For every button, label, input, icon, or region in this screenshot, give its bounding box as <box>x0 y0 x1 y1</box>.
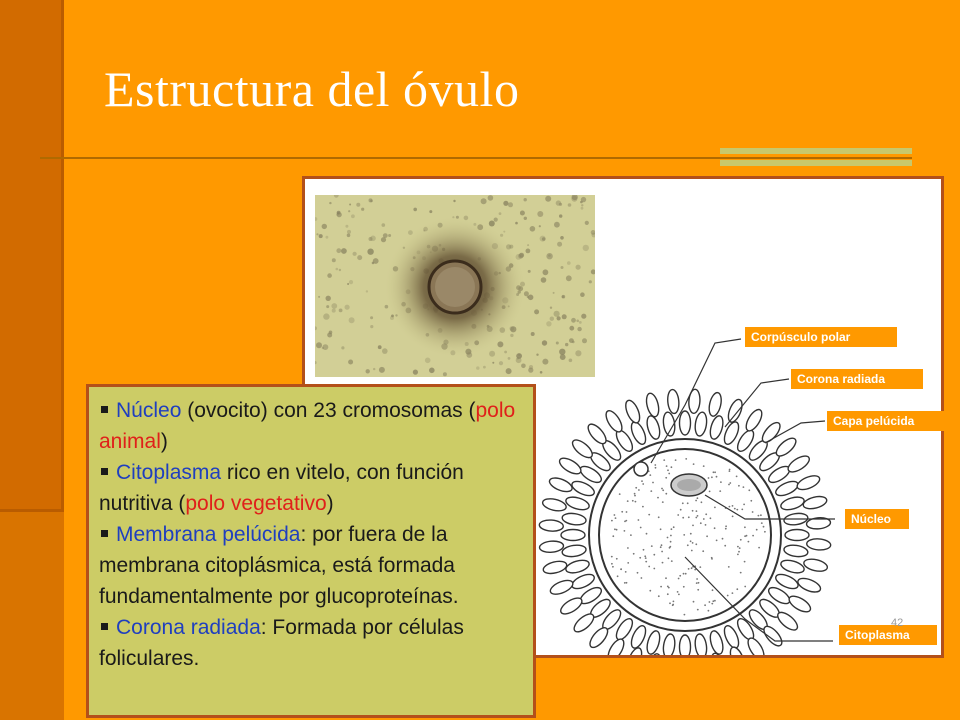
follicular-cell <box>680 411 691 435</box>
follicular-cell <box>688 389 701 414</box>
follicular-cell <box>557 455 583 477</box>
follicular-cell <box>587 625 611 650</box>
follicular-cell <box>707 391 723 417</box>
follicular-cell <box>775 609 800 633</box>
accent-bar <box>720 160 912 166</box>
bullet-text: ) <box>326 492 334 515</box>
follicular-cell <box>802 494 828 510</box>
follicular-cell <box>787 593 813 615</box>
bullet-square-icon <box>101 468 108 475</box>
bullet-item <box>99 395 523 457</box>
follicular-cell <box>761 623 785 648</box>
bullet-item <box>99 457 523 519</box>
follicular-cell <box>561 512 586 526</box>
follicular-cell <box>667 389 680 414</box>
bullet-text: : Formada por células foliculares. <box>99 616 464 670</box>
follicular-cell <box>541 497 567 513</box>
follicular-cell <box>786 453 812 475</box>
bullet-square-icon <box>101 530 108 537</box>
bullet-term: Corona radiada <box>116 616 261 639</box>
label-citoplasma: Citoplasma <box>839 625 937 645</box>
follicular-cell <box>539 540 564 553</box>
follicular-cell <box>785 530 809 541</box>
follicular-cell <box>605 637 627 655</box>
label-corpusculo-polar: Corpúsculo polar <box>745 327 897 347</box>
follicular-cell <box>558 595 584 617</box>
bullet-term: Membrana pelúcida <box>116 523 301 546</box>
follicular-cell <box>662 633 676 655</box>
follicular-cell <box>564 495 590 512</box>
bullet-text: rico en vitelo, con función nutritiva ( <box>99 461 464 515</box>
bullet-text: ) <box>160 430 168 453</box>
follicular-cell <box>694 633 708 655</box>
follicular-cell <box>539 519 564 532</box>
bullet-item <box>99 612 523 674</box>
follicular-cell <box>542 559 568 575</box>
follicular-cell <box>759 420 783 445</box>
label-corona-radiada: Corona radiada <box>791 369 923 389</box>
follicular-cell <box>743 407 765 433</box>
follicular-cell <box>603 408 625 434</box>
accent-bar <box>720 148 912 154</box>
follicular-cell <box>726 398 745 424</box>
bullet-text: : por fuera de la membrana citoplásmica, está formada fundamentalmente por glucoproteínas. <box>99 523 459 608</box>
title-divider <box>40 157 912 159</box>
page-number: 42 <box>891 617 904 629</box>
bullet-item <box>99 519 523 612</box>
bullet-term: Núcleo <box>116 399 182 422</box>
bullet-highlight: polo animal <box>99 399 516 453</box>
follicular-cell <box>806 538 831 551</box>
follicular-cell <box>796 576 822 595</box>
left-band-top <box>0 0 64 512</box>
follicular-cell <box>779 558 805 575</box>
follicular-cell <box>645 629 662 655</box>
follicular-cell <box>571 611 596 635</box>
follicular-cell <box>564 558 590 575</box>
slide-title: Estructura del óvulo <box>104 61 520 117</box>
bullet-text: (ovocito) con 23 cromosomas ( <box>181 399 476 422</box>
label-nucleo: Núcleo <box>845 509 909 529</box>
follicular-cell <box>561 530 585 541</box>
bullet-term: Citoplasma <box>116 461 222 484</box>
follicular-cell <box>644 392 660 418</box>
follicular-cell <box>585 421 609 446</box>
follicular-cell <box>548 578 574 598</box>
polar-body-shape <box>634 462 648 476</box>
bullet-highlight: polo vegetativo <box>185 492 327 515</box>
label-capa-pelucida: Capa pelúcida <box>827 411 945 431</box>
follicular-cell <box>694 411 708 436</box>
follicular-cell <box>645 414 662 440</box>
follicular-cell <box>623 398 643 424</box>
follicular-cell <box>779 495 805 512</box>
follicular-cell <box>570 437 595 461</box>
follicular-cell <box>773 435 798 459</box>
follicular-cell <box>803 557 829 573</box>
bullet-square-icon <box>101 406 108 413</box>
follicular-cell <box>708 629 725 655</box>
follicular-cell <box>548 475 574 494</box>
follicular-cell <box>783 544 808 558</box>
explanation-box <box>86 384 536 718</box>
bullet-square-icon <box>101 623 108 630</box>
follicular-cell <box>708 414 725 440</box>
follicular-cell <box>795 473 821 493</box>
follicular-cell <box>561 544 586 558</box>
follicular-cell <box>680 635 691 655</box>
